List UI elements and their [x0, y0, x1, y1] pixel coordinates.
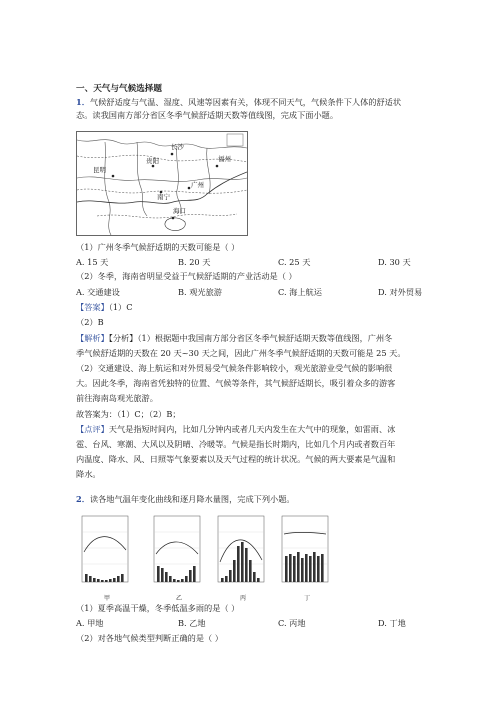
- climate-chart-jia-drawing: [76, 512, 134, 592]
- isoline-map: [76, 131, 248, 236]
- comment-line1: [76, 424, 395, 434]
- city-dot: [152, 165, 155, 168]
- analysis-line1: [76, 333, 392, 343]
- province-boundary: [77, 177, 247, 182]
- q2-stem-line: [76, 494, 295, 504]
- city-dot: [112, 175, 115, 178]
- q1-sub2-option-a: A. 交通建设: [76, 287, 120, 297]
- analysis-line3: （2）交通建设、海上航运和对外贸易受气候条件影响较小，观光旅游业受气候的影响很: [76, 363, 393, 373]
- city-dot: [171, 153, 174, 156]
- q1-answer-line: [76, 302, 133, 312]
- chart-label-jia: 甲: [104, 595, 111, 602]
- q2-stem-text: 读各地气温年变化曲线和逐月降水量图，完成下列小题。: [89, 494, 295, 504]
- q1-sub1-option-d: D. 30 天: [378, 257, 411, 267]
- province-boundary: [77, 140, 247, 149]
- section-title: 一、天气与气候选择题: [76, 84, 162, 94]
- q1-sub1-option-b: B. 20 天: [178, 257, 211, 267]
- chart-label-bing: 丙: [240, 595, 247, 602]
- answer-2: （2）B: [76, 317, 104, 327]
- analysis-line5: 前往海南岛观光旅游。: [76, 393, 158, 403]
- comment-text1: 天气是指短时间内，比如几分钟内或者几天内发生在大气中的现象，如雷雨、冰: [108, 424, 396, 434]
- q1-sub2-option-d: D. 对外贸易: [378, 287, 423, 297]
- hainan-island: [165, 218, 185, 231]
- q1-sub2-question: （2）冬季，海南省明显受益于气候舒适期的产业活动是（ ）: [76, 271, 297, 281]
- city-dot: [172, 217, 175, 220]
- q1-sub1-option-c: C. 25 天: [278, 257, 311, 267]
- climate-chart-jia: [76, 512, 134, 592]
- city-label-kunming: 昆明: [93, 166, 106, 174]
- q2-sub1-option-a: A. 甲地: [76, 618, 104, 628]
- analysis-tag: 【解析】: [76, 333, 109, 343]
- analysis-line2: 季气候舒适期的天数在 20 天~30 天之间，因此广州冬季气候舒适期的天数可能是 25 天。: [76, 348, 406, 358]
- chart-label-yi: 乙: [176, 595, 183, 602]
- q1-number: 1．: [76, 97, 90, 107]
- comment-line2: 雹、台风、寒潮、大风以及阴晴、冷暖等。气候是指长时期内，比如几个月内或者数百年: [76, 439, 396, 449]
- q1-sub2-option-c: C. 海上航运: [278, 287, 322, 297]
- climate-chart-bing-drawing: [212, 512, 270, 592]
- q2-sub1-option-d: D. 丁地: [378, 618, 406, 628]
- city-label-fuzhou: 福州: [218, 155, 231, 163]
- climate-chart-yi: [148, 512, 206, 592]
- comment-line3: 内温度、降水、风、日照等气象要素以及天气过程的统计状况。气候的两大要素是气温和: [76, 454, 396, 464]
- map-inset-frame: [227, 134, 243, 146]
- q1-sub1-question: （1）广州冬季气候舒适期的天数可能是（ ）: [76, 242, 240, 252]
- comment-line4: 降水。: [76, 469, 101, 479]
- q1-stem-line2: 态。读我国南方部分省区冬季气候舒适期天数等值线图，完成下面小题。: [76, 110, 339, 120]
- map-drawing: [77, 132, 247, 235]
- q1-sub1-option-a: A. 15 天: [76, 257, 109, 267]
- city-label-guangzhou: 广州: [191, 181, 204, 189]
- q2-sub1-question: （1）夏季高温干燥，冬季低温多雨的是（ ）: [76, 603, 240, 613]
- q2-sub1-option-c: C. 丙地: [278, 618, 306, 628]
- chart-label-ding: 丁: [304, 595, 311, 602]
- climate-chart-bing: [212, 512, 270, 592]
- final-answer: 故答案为：（1）C；（2）B；: [76, 409, 181, 419]
- province-boundary: [105, 142, 111, 235]
- city-label-haikou: 海口: [173, 207, 186, 215]
- q1-stem-text1: 气候舒适度与气温、湿度、风速等因素有关，体现不同天气，气候条件下人体的舒适状: [89, 97, 402, 107]
- climate-chart-ding: [276, 512, 334, 592]
- q2-number: 2．: [76, 494, 90, 504]
- analysis-text1: 【分析】（1）根据题中我国南方部分省区冬季气候舒适期天数等值线图，广州冬: [108, 333, 393, 343]
- province-boundary: [177, 146, 182, 214]
- analysis-line4: 大。因此冬季，海南省凭独特的位置、气候等条件，其气候舒适期长，吸引着众多的游客: [76, 378, 396, 388]
- q1-stem-line1: [76, 97, 401, 107]
- province-boundary: [207, 148, 210, 194]
- answer-1: （1）C: [108, 302, 133, 312]
- city-label-nanning: 南宁: [157, 193, 170, 201]
- answer-tag: 【答案】: [76, 302, 109, 312]
- city-label-changsha: 长沙: [171, 143, 184, 151]
- q1-sub2-option-b: B. 观光旅游: [178, 287, 222, 297]
- city-dot: [216, 165, 219, 168]
- q2-sub2-question: （2）对各地气候类型判断正确的是（ ）: [76, 633, 223, 643]
- city-dot: [188, 187, 191, 190]
- isoline: [97, 214, 237, 218]
- climate-chart-yi-drawing: [148, 512, 206, 592]
- q2-sub1-option-b: B. 乙地: [178, 618, 206, 628]
- province-boundary: [137, 142, 147, 216]
- city-label-guiyang: 贵阳: [146, 157, 159, 165]
- climate-chart-ding-drawing: [276, 512, 334, 592]
- comment-tag: 【点评】: [76, 424, 109, 434]
